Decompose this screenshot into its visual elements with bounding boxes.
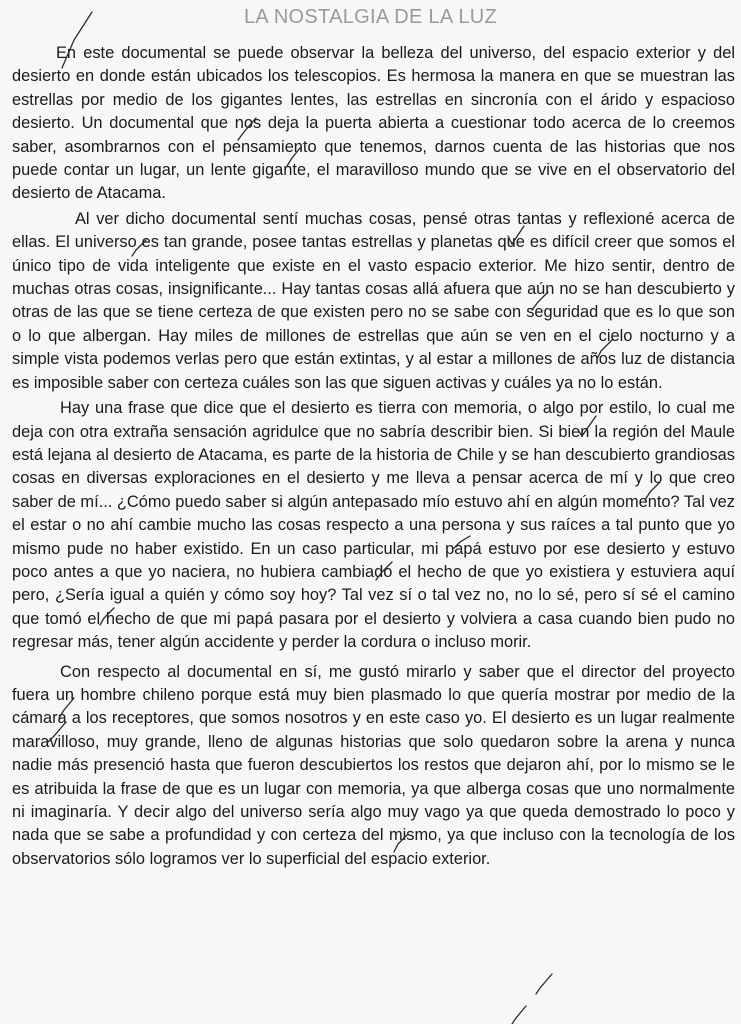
check-mark <box>536 974 552 994</box>
check-mark <box>512 1006 526 1024</box>
document-title: LA NOSTALGIA DE LA LUZ <box>244 6 497 28</box>
paragraph: Con respecto al documental en sí, me gustó mirarlo y saber que el director del proyecto fuera un hombre chileno porque está muy bien plasmado lo que quería mostrar por medio de la cámara a los receptores, que somos nosotros y en este caso yo. El desierto es un lugar realmente maravilloso, muy grande, lleno de algunas historias que solo quedaron sobre la arena y nunca nadie más presenció hasta que fueron descubiertos los restos que dejaron ahí, por lo mismo se le es atribuida la frase de que es un lugar con memoria, ya que alberga cosas que uno normalmente ni imaginaría. Y decir algo del universo sería algo muy vago ya que queda demostrado lo poco y nada que se sabe a profundidad y con certeza del mismo, ya que incluso con la tecnología de los observatorios sólo logramos ver lo superficial del espacio exterior. <box>12 662 735 868</box>
document-body <box>12 42 735 873</box>
paragraph: Hay una frase que dice que el desierto es tierra con memoria, o algo por estilo, lo cual me deja con otra extraña sensación agridulce que no sabría describir bien. Si bien la región del Maule está lejana al desierto de Atacama, es parte de la historia de Chile y se han descubierto grandiosas cosas en diversas exploraciones en el desierto y me lleva a pensar acerca de mí y lo que creo saber de mí... ¿Cómo puedo saber si algún antepasado mío estuvo ahí en algún momento? Tal vez el estar o no ahí cambie mucho las cosas respecto a una persona y sus raíces a tal punto que yo mismo pude no haber existido. En un caso particular, mi papá estuvo por ese desierto y estuvo poco antes a que yo naciera, no hubiera cambiado el hecho de que yo existiera y estuviera aquí pero, ¿Sería igual a quién y cómo soy hoy? Tal vez sí o tal vez no, no lo sé, pero sí sé el camino que tomó el hecho de que mi papá pasara por el desierto y volviera a casa cuando bien pudo no regresar más, tener algún accidente y perder la cordura o incluso morir. <box>12 399 735 652</box>
paragraph: Al ver dicho documental sentí muchas cosas, pensé otras tantas y reflexioné acerca de ellas. El universo es tan grande, posee tantas estrellas y planetas que es difícil creer que somos el único tipo de vida inteligente que existe en el vasto espacio exterior. Me hizo sentir, dentro de muchas otras cosas, insignificante... Hay tantas cosas allá afuera que aún no se han descubierto y otras de las que se tiene certeza de que existen pero no se sabe con seguridad que es lo que son o lo que albergan. Hay miles de millones de estrellas que aún se ven en el cielo nocturno y a simple vista podemos verlas pero que están extintas, y al estar a millones de años luz de distancia es imposible saber con certeza cuáles son las que siguen activas y cuáles ya no lo están. <box>12 209 735 392</box>
paragraph: En este documental se puede observar la belleza del universo, del espacio exterior y del desierto en donde están ubicados los telescopios. Es hermosa la manera en que se muestran las estrellas por medio de los gigantes lentes, las estrellas en sincronía con el árido y espacioso desierto. Un documental que nos deja la puerta abierta a cuestionar todo acerca de lo creemos saber, asombrarnos con el pensamiento que tenemos, darnos cuenta de las historias que nos puede contar un lugar, un lente gigante, el maravilloso mundo que se vive en el observatorio del desierto de Atacama. <box>12 44 735 203</box>
